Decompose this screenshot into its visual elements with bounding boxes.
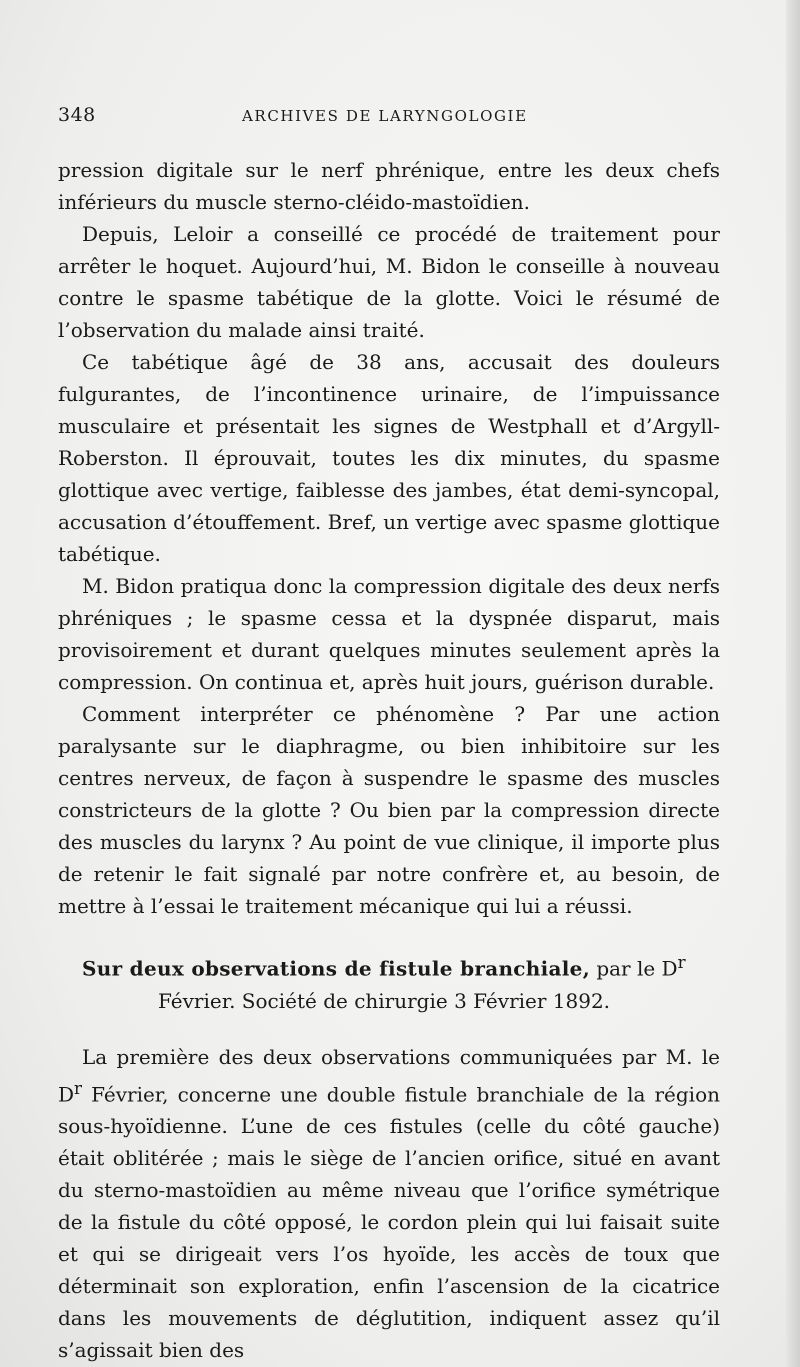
fistula-text-part2: Février, concerne une double fistule branchiale de la région sous-hyoïdienne. L’une de ces fistules (celle du côté gauche) était oblitérée ; mais le siège de l’ancien orifice, situé en avant du sterno-mastoïdien au même niveau que l’orifice symétrique de la fistule du côté opposé, le cordon plein qui lui faisait suite et qui se dirigeait vers l’os hyoïde, les accès de toux que déterminait son exploration, enfin l’ascension de la cicatrice dans les mouvements de déglutition, indiquent assez qu’il s’agissait bien des xyxy=(58,1082,720,1363)
page-body xyxy=(58,154,720,1366)
page-gutter-shadow xyxy=(786,0,800,1367)
section-source: . Société de chirurgie 3 Février 1892. xyxy=(229,988,611,1013)
paragraph-treatment: M. Bidon pratiqua donc la compression digitale des deux nerfs phréniques ; le spasme cessa et la dyspnée disparut, mais provisoirement et durant quelques minutes seulement après la compression. On continua et, après huit jours, guérison durable. xyxy=(58,574,720,694)
paragraph-continuation: pression digitale sur le nerf phrénique, entre les deux chefs inférieurs du muscle sterno-cléido-mastoïdien. xyxy=(58,158,720,214)
running-title: ARCHIVES DE LARYNGOLOGIE xyxy=(242,107,528,125)
section-citation xyxy=(58,985,720,1017)
fistula-text-part1: La première des deux observations communiquées par M. le D xyxy=(58,1044,720,1107)
page-header xyxy=(58,104,720,134)
section-author: Février xyxy=(158,988,230,1013)
section-title-sup: r xyxy=(677,953,686,972)
paragraph-fistula xyxy=(58,1041,720,1367)
section-heading xyxy=(58,947,720,985)
section-title: Sur deux observations de fistule branchiale, xyxy=(82,956,590,981)
paragraph-interpretation: Comment interpréter ce phénomène ? Par une action paralysante sur le diaphragme, ou bien inhibitoire sur les centres nerveux, de façon à suspendre le spasme des muscles constricteurs de la glotte ? Ou bien par la compression directe des muscles du larynx ? Au point de vue clinique, il importe plus de retenir le fait signalé par notre confrère et, au besoin, de mettre à l’essai le traitement mécanique qui lui a réussi. xyxy=(58,702,720,918)
page-number: 348 xyxy=(58,104,96,126)
paragraph-case: Ce tabétique âgé de 38 ans, accusait des douleurs fulgurantes, de l’incontinence urinaire, de l’impuissance musculaire et présentait les signes de Westphall et d’Argyll-Roberston. Il éprouvait, toutes les dix minutes, du spasme glottique avec vertige, faiblesse des jambes, état demi-syncopal, accusation d’étouffement. Bref, un vertige avec spasme glottique tabétique. xyxy=(58,350,720,566)
fistula-text-sup: r xyxy=(74,1078,83,1098)
paragraph-leloir: Depuis, Leloir a conseillé ce procédé de traitement pour arrêter le hoquet. Aujourd’hui, M. Bidon le conseille à nouveau contre le spasme tabétique de la glotte. Voici le résumé de l’observation du malade ainsi traité. xyxy=(58,222,720,342)
section-title-by: par le D xyxy=(589,956,678,981)
